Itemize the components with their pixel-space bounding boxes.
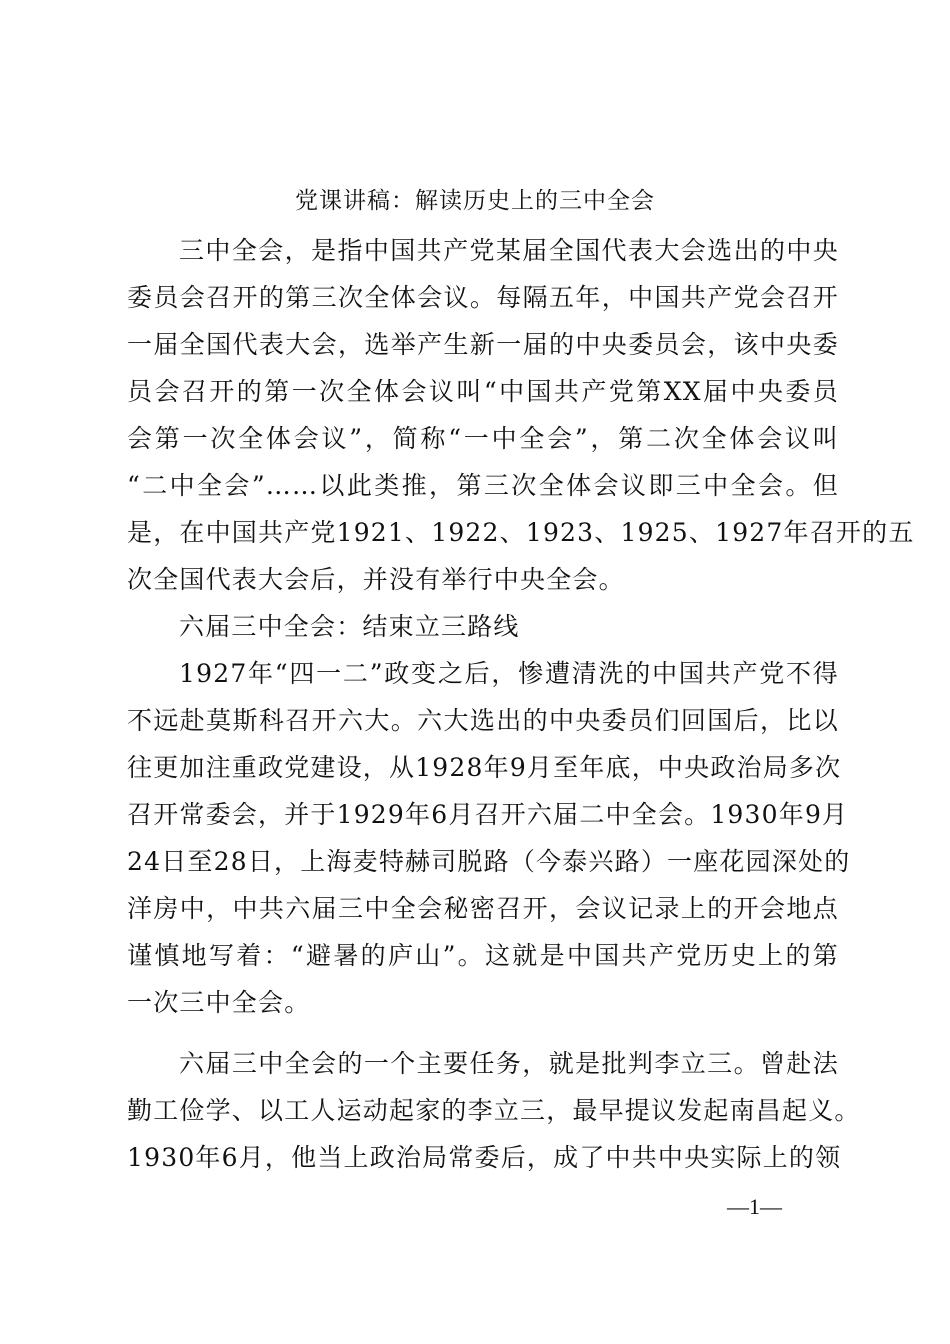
text-line: 一届全国代表大会，选举产生新一届的中央委员会，该中央委 — [127, 330, 839, 359]
paragraph-sixth-third-plenum — [127, 650, 851, 1026]
paragraph-gap — [127, 1026, 839, 1040]
section-heading — [127, 603, 839, 650]
text-line: 召开常委会，并于1929年6月召开六届二中全会。1930年9月 — [127, 800, 849, 829]
text-line: 谨慎地写着：“避暑的庐山”。这就是中国共产党历史上的第 — [127, 941, 839, 970]
text-line: 会第一次全体会议”，简称“一中全会”，第二次全体会议叫 — [127, 424, 839, 453]
text-line: 是，在中国共产党1921、1922、1923、1925、1927年召开的五 — [127, 518, 915, 547]
text-line: 勤工俭学、以工人运动起家的李立三，最早提议发起南昌起义。 — [127, 1096, 861, 1125]
text-line: 次全国代表大会后，并没有举行中央全会。 — [127, 565, 625, 594]
page-number: —1— — [727, 1194, 782, 1219]
text-line: 委员会召开的第三次全体会议。每隔五年，中国共产党会召开 — [127, 283, 839, 312]
text-line: 不远赴莫斯科召开六大。六大选出的中央委员们回国后，比以 — [127, 706, 839, 735]
text-line: 往更加注重政党建设，从1928年9月至年底，中央政治局多次 — [127, 753, 842, 782]
document-title: 党课讲稿：解读历史上的三中全会 — [295, 188, 655, 214]
text-line: 24日至28日，上海麦特赫司脱路（今泰兴路）一座花园深处的 — [127, 847, 851, 876]
text-line: “二中全会”……以此类推，第三次全体会议即三中全会。但 — [127, 471, 839, 500]
text-line: 三中全会，是指中国共产党某届全国代表大会选出的中央 — [179, 236, 839, 265]
paragraph-intro — [127, 227, 915, 603]
text-line: 洋房中，中共六届三中全会秘密召开，会议记录上的开会地点 — [127, 894, 839, 923]
text-line: 1930年6月，他当上政治局常委后，成了中共中央实际上的领 — [127, 1143, 842, 1172]
document-body — [127, 227, 915, 1181]
text-line: 员会召开的第一次全体会议叫“中国共产党第XX届中央委员 — [127, 377, 839, 406]
text-line: 1927年“四一二”政变之后，惨遭清洗的中国共产党不得 — [179, 659, 839, 688]
text-line: 六届三中全会的一个主要任务，就是批判李立三。曾赴法 — [179, 1049, 839, 1078]
text-line: 一次三中全会。 — [127, 988, 311, 1017]
heading-line: 六届三中全会：结束立三路线 — [179, 612, 520, 641]
paragraph-li-lisan — [127, 1040, 861, 1181]
